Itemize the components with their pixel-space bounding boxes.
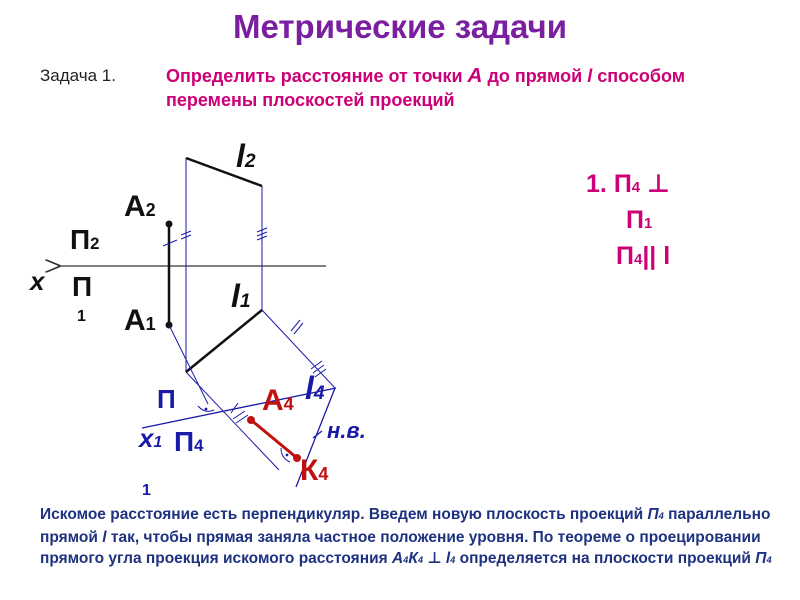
label-p2: П2 <box>70 224 100 255</box>
label-x: x <box>30 266 45 296</box>
label-a4: А4 <box>262 384 294 417</box>
label-l1: l1 <box>231 278 251 314</box>
label-nv: н.в. <box>327 418 366 443</box>
task-text-1: Определить расстояние от точки <box>166 66 468 86</box>
label-a2: А2 <box>124 190 156 223</box>
condition-row-1: 1. П4 ⊥ <box>586 170 670 198</box>
right-angle-dot-x1 <box>205 408 208 411</box>
point-a4 <box>247 416 255 424</box>
label-p1-new: П <box>157 384 176 414</box>
segment-a4-k4 <box>251 420 297 458</box>
label-l4: l4 <box>305 370 325 406</box>
task-text-2: до прямой <box>482 66 588 86</box>
task-text-3: способом перемены плоскостей проекций <box>166 66 686 110</box>
task-label: Задача 1. <box>40 66 116 85</box>
label-p4: П4 <box>174 426 204 457</box>
equal-marks-upper <box>181 228 267 240</box>
task-line: l <box>587 66 593 86</box>
label-p1-sub: 1 <box>77 308 86 325</box>
condition-row-3: П4|| l <box>616 242 671 270</box>
label-p1-new-sub: 1 <box>142 482 151 499</box>
condition-block <box>586 168 670 276</box>
label-l2: l2 <box>236 138 256 174</box>
task-point: А <box>467 64 483 87</box>
right-angle-dot-k4 <box>286 454 289 457</box>
line-l1 <box>186 310 262 372</box>
label-x1: x1 <box>139 423 163 453</box>
page-title: Метрические задачи <box>232 8 567 45</box>
description-text: Искомое расстояние есть перпендикуляр. Введем новую плоскость проекций П4 параллельно прямой l так, чтобы прямая заняла частное положение уровня. По теореме о проецировании прямого угла проекция искомого расстояния А4К4 ⊥ l4 определяется на плоскости проекций П4 <box>40 506 772 567</box>
point-a2 <box>166 221 173 228</box>
condition-row-2: П1 <box>626 206 653 234</box>
label-k4: К4 <box>300 454 329 487</box>
label-a1: А1 <box>124 304 156 337</box>
label-p1: П <box>72 271 93 302</box>
